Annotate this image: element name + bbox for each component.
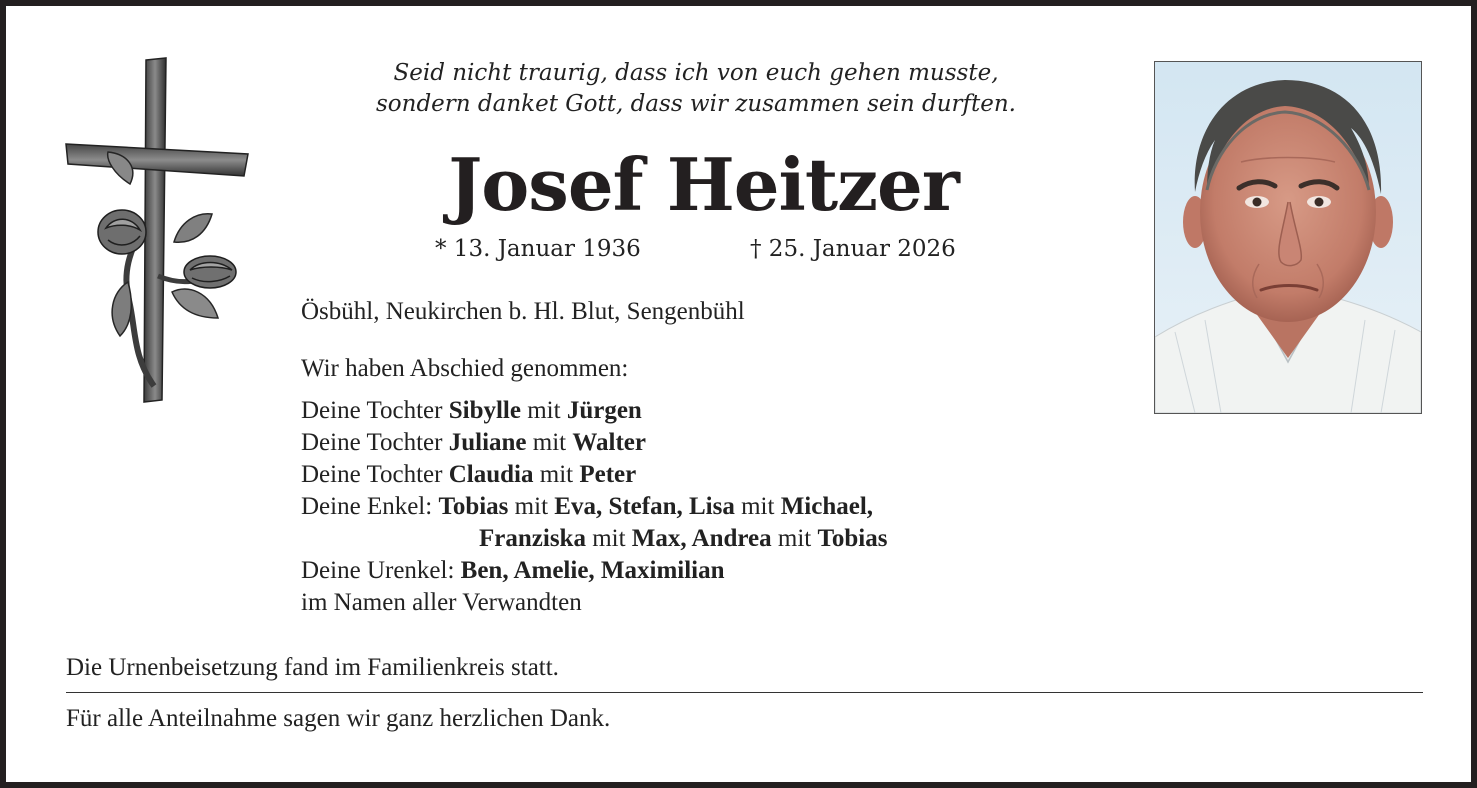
portrait-photo <box>1154 61 1422 414</box>
places: Ösbühl, Neukirchen b. Hl. Blut, Sengenbühl <box>301 298 745 325</box>
thanks-note: Für alle Anteilnahme sagen wir ganz herzlichen Dank. <box>66 705 611 732</box>
mourner-text: mit <box>585 525 632 552</box>
mourner-name: Eva, Stefan, Lisa <box>554 493 735 520</box>
mourner-name: Tobias <box>438 493 509 520</box>
death-date: † 25. Januar 2026 <box>750 236 956 262</box>
mourner-line <box>301 459 887 491</box>
deceased-name: Josef Heitzer <box>448 142 959 227</box>
burial-note: Die Urnenbeisetzung fand im Familienkreis statt. <box>66 654 559 681</box>
mourners-list <box>301 395 887 619</box>
mourner-text: im Namen aller Verwandten <box>301 589 582 616</box>
mourner-text: Deine Enkel: <box>301 493 439 520</box>
mourner-text: mit <box>508 493 555 520</box>
mourner-text: mit <box>533 461 580 488</box>
divider <box>66 692 1423 693</box>
mourner-text: mit <box>526 429 573 456</box>
mourner-line <box>301 395 887 427</box>
cross-with-roses-icon <box>62 56 252 404</box>
mourner-name: Juliane <box>448 429 527 456</box>
mourner-line <box>301 587 887 619</box>
mourner-name: Ben, Amelie, Maximilian <box>460 557 725 584</box>
mourner-name: Franziska <box>479 525 586 552</box>
mourner-name: Walter <box>572 429 646 456</box>
mourner-name: Tobias <box>817 525 888 552</box>
mourner-text: Deine Tochter <box>301 429 449 456</box>
farewell-intro: Wir haben Abschied genommen: <box>301 355 629 382</box>
mourner-name: Max, Andrea <box>631 525 772 552</box>
mourner-text: Deine Tochter <box>301 397 449 424</box>
mourner-name: Peter <box>579 461 637 488</box>
birth-date: * 13. Januar 1936 <box>435 236 641 262</box>
mourner-line <box>301 523 887 555</box>
mourner-text: mit <box>771 525 818 552</box>
mourner-name: Jürgen <box>566 397 642 424</box>
mourner-text: Deine Urenkel: <box>301 557 461 584</box>
mourner-line <box>301 427 887 459</box>
mourner-line <box>301 555 887 587</box>
verse-line-1: Seid nicht traurig, dass ich von euch gehen musste, <box>393 60 999 86</box>
mourner-text: mit <box>734 493 781 520</box>
verse-line-2: sondern danket Gott, dass wir zusammen sein durften. <box>375 91 1016 117</box>
verse <box>256 58 1136 120</box>
mourner-name: Sibylle <box>448 397 521 424</box>
mourner-text: mit <box>520 397 567 424</box>
mourner-line <box>301 491 887 523</box>
mourner-name: Claudia <box>448 461 534 488</box>
mourner-name: Michael, <box>780 493 874 520</box>
mourner-text: Deine Tochter <box>301 461 449 488</box>
